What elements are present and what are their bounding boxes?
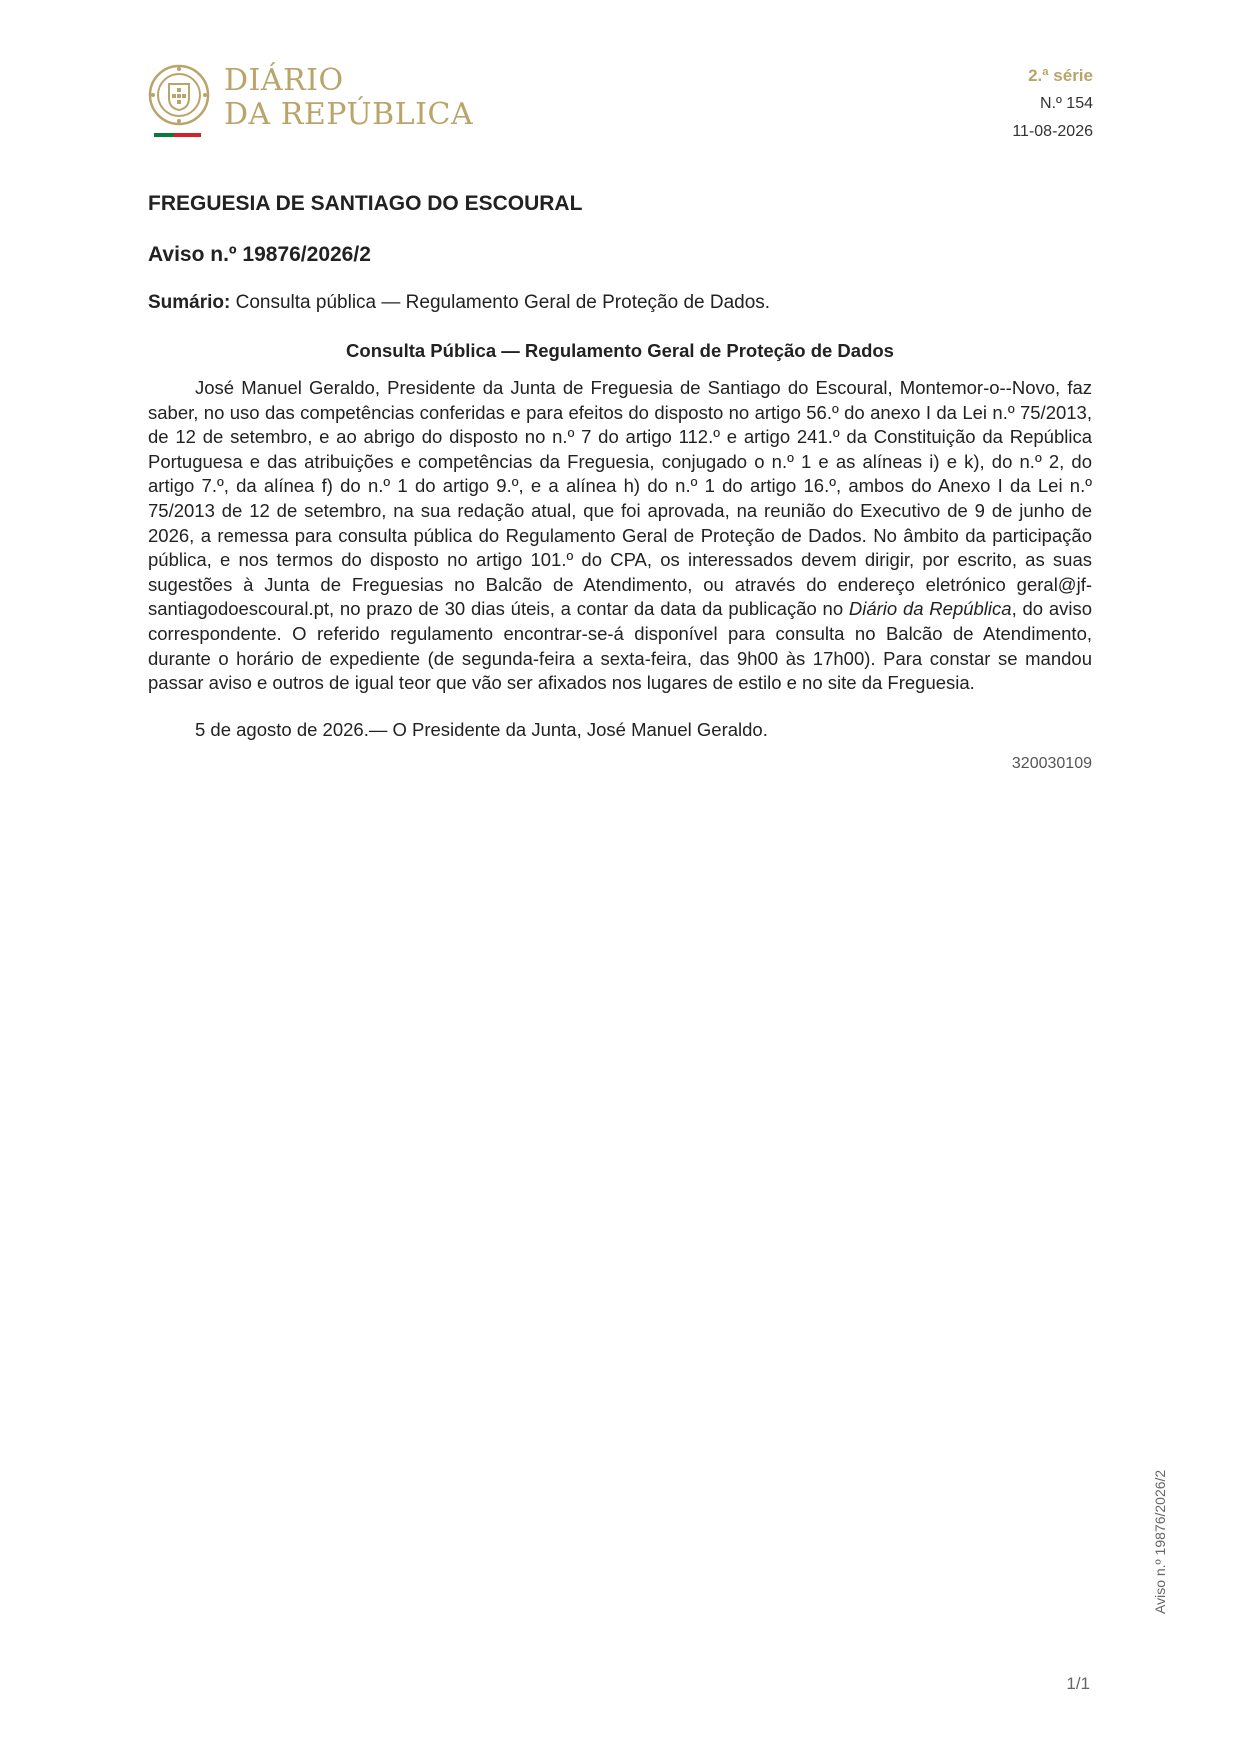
signature-line: 5 de agosto de 2026.— O Presidente da Junta, José Manuel Geraldo. (195, 718, 768, 740)
body-text-italic: Diário da República (848, 598, 1012, 620)
serie-label: 2.ª série (1028, 66, 1093, 85)
summary-label: Sumário: (148, 292, 231, 313)
side-reference: Aviso n.º 19876/2026/2 (1152, 1469, 1168, 1614)
coat-of-arms-icon (148, 64, 210, 126)
body-text-part-2: , do aviso correspondente. O referido regulamento encontrar-se-á disponível para consulta no Balcão de Atendimento, durante o horário de expediente (de segunda-feira a sexta-feira, das 9h00 às 17h00). Para constar se mandou passar aviso e outros de igual teor que vão ser afixados nos lugares de estilo e no site da Freguesia. (148, 598, 1093, 694)
document-content (148, 190, 1092, 774)
logo-wordmark (224, 64, 473, 132)
issue-meta (1012, 62, 1093, 146)
organization-title: FREGUESIA DE SANTIAGO DO ESCOURAL (148, 192, 583, 215)
body-paragraph (148, 376, 1092, 696)
document-subtitle: Consulta Pública — Regulamento Geral de Proteção de Dados (346, 340, 894, 361)
issue-number: N.º 154 (1040, 95, 1093, 112)
body-text-part-1: José Manuel Geraldo, Presidente da Junta de Freguesia de Santiago do Escoural, Montemor-o--Novo, faz saber, no uso das competências conferidas e para efeitos do disposto no artigo 56.º do anexo I da Lei n.º 75/2013, de 12 de setembro, e ao abrigo do disposto no n.º 7 do artigo 112.º e artigo 241.º da Constituição da República Portuguesa e das atribuições e competências da Freguesia, conjugado o n.º 1 e as alíneas i) e k), do n.º 2, do artigo 7.º, da alínea f) do n.º 1 do artigo 9.º, e a alínea h) do n.º 1 do artigo 16.º, ambos do Anexo I da Lei n.º 75/2013 de 12 de setembro, na sua redação atual, que foi aprovada, na reunião do Executivo de 9 de junho de 2026, a remessa para consulta pública do Regulamento Geral de Proteção de Dados. No âmbito da participação pública, e nos termos do disposto no artigo 101.º do CPA, os interessados devem dirigir, por escrito, as suas sugestões à Junta de Freguesias no Balcão de Atendimento, ou através do endereço eletrónico geral@jf-santiagodoescoural.pt, no prazo de 30 dias úteis, a contar da data da publicação no (148, 377, 1092, 620)
portugal-flag-stripe (154, 133, 201, 137)
logo-line-2: DA REPÚBLICA (224, 97, 474, 132)
aviso-title: Aviso n.º 19876/2026/2 (148, 243, 371, 266)
logo-line-1: DIÁRIO (224, 63, 344, 98)
issue-date: 11-08-2026 (1012, 123, 1093, 140)
document-code: 320030109 (1011, 754, 1092, 772)
summary (148, 290, 1092, 316)
diario-da-republica-logo (148, 64, 478, 144)
summary-text: Consulta pública — Regulamento Geral de Proteção de Dados. (230, 292, 771, 313)
page-number: 1/1 (1066, 1674, 1090, 1693)
